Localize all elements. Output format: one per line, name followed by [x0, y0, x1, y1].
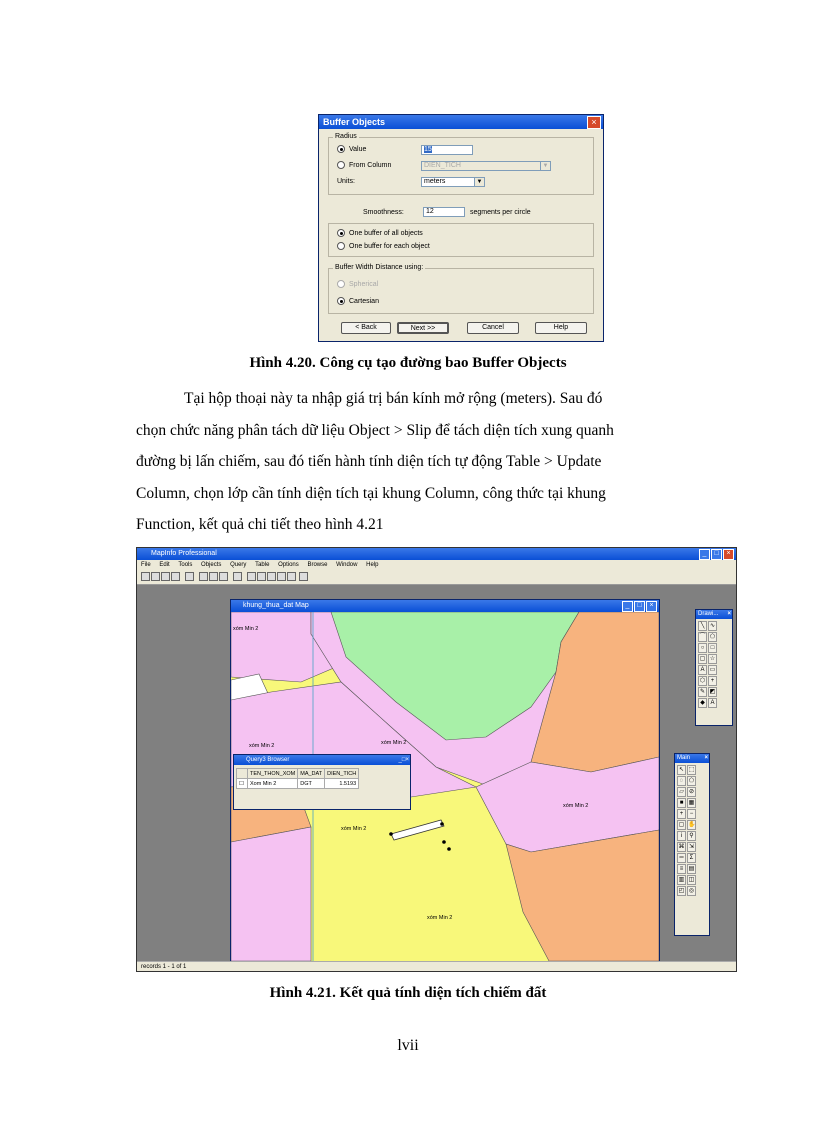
boundary-select-icon[interactable]: ▱ [677, 787, 686, 797]
column-header[interactable]: MA_DAT [298, 769, 325, 779]
cut-icon[interactable] [199, 572, 208, 581]
column-header[interactable]: TEN_THON_XOM [248, 769, 298, 779]
radio-selected-icon [337, 145, 345, 153]
print-icon[interactable] [185, 572, 194, 581]
menu-help[interactable]: Help [366, 562, 379, 568]
paragraph-line: chọn chức năng phân tách dữ liệu Object > Slip để tách diện tích xung quanh [136, 421, 614, 439]
legend-icon[interactable]: ▤ [688, 866, 695, 872]
open-icon[interactable] [151, 572, 160, 581]
layer-control-icon[interactable]: ≡ [677, 864, 686, 874]
maximize-icon[interactable]: □ [711, 549, 722, 560]
figure-caption-4-21: Hình 4.21. Kết quả tính diện tích chiếm đất [269, 985, 547, 1001]
open-workspace-icon[interactable] [161, 572, 170, 581]
chevron-down-icon: ▼ [540, 162, 550, 170]
units-label: Units: [337, 178, 355, 185]
table-cell: Xom Min 2 [248, 779, 298, 789]
radio-unselected-icon [337, 242, 345, 250]
close-icon[interactable]: × [704, 755, 708, 761]
ellipse-tool-icon[interactable]: ○ [698, 643, 707, 653]
radio-unselected-icon [337, 280, 345, 288]
query-browser-window [233, 754, 411, 810]
reshape-tool-icon[interactable]: ⬡ [699, 678, 706, 684]
smoothness-input[interactable]: 12 [423, 207, 465, 217]
browser-title: Query3 Browser [246, 757, 290, 763]
radius-select-icon[interactable]: ◌ [677, 776, 686, 786]
rectangle-tool-icon[interactable]: □ [708, 643, 717, 653]
table-row[interactable] [237, 779, 359, 789]
drawing-palette [695, 609, 733, 726]
zoom-out-icon[interactable]: − [687, 809, 696, 819]
info-tool-icon[interactable]: i [677, 831, 686, 841]
buffer-width-group-label: Buffer Width Distance using: [335, 264, 424, 271]
menu-tools[interactable]: Tools [178, 562, 193, 568]
selection-node [447, 847, 451, 851]
main-palette-title: Main [677, 755, 691, 761]
close-icon[interactable]: × [727, 611, 731, 617]
change-view-icon[interactable]: ▢ [678, 822, 685, 828]
help-button[interactable]: Help [535, 322, 587, 334]
menu-file[interactable]: File [141, 562, 151, 568]
status-bar: records 1 - 1 of 1 [137, 961, 736, 971]
text-tool-icon[interactable]: A [698, 665, 707, 675]
buffer-objects-dialog [318, 114, 604, 342]
buffer-width-group [328, 264, 594, 314]
dialog-title: Buffer Objects [319, 115, 603, 129]
cancel-button[interactable]: Cancel [467, 322, 519, 334]
clip-region-icon[interactable]: ◰ [678, 888, 685, 894]
smoothness-label: Smoothness: [363, 209, 404, 216]
radio-selected-icon [337, 297, 345, 305]
chevron-down-icon: ▼ [474, 178, 484, 186]
menu-query[interactable]: Query [230, 562, 247, 568]
line-style-icon[interactable]: ✎ [699, 689, 706, 695]
polyline-tool-icon[interactable]: ∿ [709, 623, 716, 629]
menu-browse[interactable]: Browse [307, 562, 328, 568]
menu-table[interactable]: Table [255, 562, 270, 568]
window-buttons [698, 549, 734, 560]
map-window-buttons [621, 601, 657, 612]
figure-caption-4-20: Hình 4.20. Công cụ tạo đường bao Buffer Objects [249, 355, 567, 371]
drag-map-icon[interactable]: ⇲ [688, 844, 695, 850]
map-label: xóm Min 2 [381, 740, 407, 746]
new-layout-icon[interactable] [277, 572, 286, 581]
menu-edit[interactable]: Edit [159, 562, 170, 568]
radio-selected-icon [337, 229, 345, 237]
from-column-select[interactable]: DIEN_TICH ▼ [421, 161, 551, 171]
new-grapher-icon[interactable] [267, 572, 276, 581]
new-browser-icon[interactable] [247, 572, 256, 581]
one-buffer-each-radio[interactable]: One buffer for each object [337, 242, 430, 250]
toolbar [137, 570, 736, 585]
line-tool-icon[interactable]: ╲ [698, 621, 707, 631]
label-tool-icon[interactable]: ⌘ [678, 844, 685, 850]
arc-tool-icon[interactable]: ⌒ [699, 634, 706, 640]
close-icon[interactable]: × [587, 116, 601, 129]
close-icon[interactable]: × [646, 601, 657, 612]
invert-select-icon[interactable]: ■ [677, 798, 686, 808]
polygon-tool-icon[interactable]: ⬠ [709, 634, 716, 640]
close-icon[interactable]: _□× [398, 757, 409, 763]
polygon-select-icon[interactable]: ⬠ [688, 778, 695, 784]
rounded-rect-tool-icon[interactable]: ▢ [699, 656, 706, 662]
close-icon[interactable]: × [723, 549, 734, 560]
selection-node [442, 840, 446, 844]
column-header[interactable]: DIEN_TICH [325, 769, 359, 779]
frame-tool-icon[interactable]: ▭ [709, 667, 716, 673]
add-node-icon[interactable]: + [708, 676, 717, 686]
value-input[interactable]: 15 [421, 145, 473, 155]
back-button[interactable]: < Back [341, 322, 391, 334]
radio-unselected-icon [337, 161, 345, 169]
unselect-icon[interactable]: ⊘ [688, 789, 695, 795]
marquee-select-icon[interactable]: ⬚ [688, 767, 695, 773]
mapinfo-screenshot [136, 547, 737, 972]
sum-icon[interactable]: Σ [687, 853, 696, 863]
paragraph-line: Column, chọn lớp cần tính diện tích tại khung Column, công thức tại khung [136, 484, 606, 502]
region-style-icon[interactable]: ◩ [709, 689, 716, 695]
redistrict-icon[interactable] [287, 572, 296, 581]
body-paragraph [136, 383, 738, 541]
statistics-icon[interactable]: ▥ [678, 877, 685, 883]
map-label: xóm Min 2 [563, 803, 589, 809]
one-buffer-all-radio[interactable]: One buffer of all objects [337, 229, 423, 237]
table-cell: 1.5193 [325, 779, 359, 789]
paste-icon[interactable] [219, 572, 228, 581]
table-cell: DGT [298, 779, 325, 789]
cartesian-radio[interactable]: Cartesian [337, 297, 379, 305]
help-icon[interactable] [299, 572, 308, 581]
text-style-icon[interactable]: A [708, 698, 717, 708]
paragraph-line: đường bị lấn chiếm, sau đó tiến hành tính diện tích tự động Table > Update [136, 453, 602, 470]
menu-options[interactable]: Options [278, 562, 299, 568]
map-window-title: khung_thua_dat Map [231, 600, 659, 612]
page-number: lvii [397, 1037, 419, 1054]
menu-window[interactable]: Window [336, 562, 358, 568]
undo-icon[interactable] [233, 572, 242, 581]
smoothness-suffix: segments per circle [470, 209, 531, 216]
radius-group-label: Radius [335, 133, 357, 140]
units-select[interactable]: meters ▼ [421, 177, 485, 187]
menu-bar [137, 560, 736, 570]
symbol-style-icon[interactable]: ◆ [698, 698, 707, 708]
symbol-tool-icon[interactable]: ☆ [709, 656, 716, 662]
selection-node [389, 832, 393, 836]
parcel-pink-left-bottom [231, 827, 311, 961]
from-column-radio[interactable]: From Column [337, 161, 391, 169]
new-mapper-icon[interactable] [257, 572, 266, 581]
map-label: xóm Min 2 [341, 826, 367, 832]
browser-table [236, 768, 359, 789]
map-label: xóm Min 2 [427, 915, 453, 921]
save-icon[interactable] [171, 572, 180, 581]
spherical-radio[interactable]: Spherical [337, 280, 378, 288]
maximize-icon[interactable]: □ [634, 601, 645, 612]
main-palette [674, 753, 710, 936]
new-icon[interactable] [141, 572, 150, 581]
selection-node [440, 822, 444, 826]
drawing-palette-title: Drawi... [698, 611, 719, 617]
paragraph-line: Function, kết quả chi tiết theo hình 4.21 [136, 516, 384, 533]
graph-select-icon[interactable]: ▦ [688, 800, 695, 806]
hotlink-icon[interactable]: ⚲ [687, 831, 696, 841]
cosmetic-icon[interactable]: ◫ [688, 877, 695, 883]
minimize-icon[interactable]: _ [622, 601, 633, 612]
next-button[interactable]: Next >> [397, 322, 449, 334]
minimize-icon[interactable]: _ [699, 549, 710, 560]
map-label: xóm Min 2 [233, 626, 259, 632]
set-target-icon[interactable]: ◎ [688, 888, 695, 894]
value-radio[interactable]: Value [337, 145, 366, 153]
copy-icon[interactable] [209, 572, 218, 581]
zoom-in-icon[interactable]: + [677, 809, 686, 819]
paragraph-line: Tại hộp thoại này ta nhập giá trị bán kính mở rộng (meters). Sau đó [184, 390, 603, 407]
map-label: xóm Min 2 [249, 743, 275, 749]
grabber-icon[interactable]: ✋ [688, 822, 696, 828]
select-tool-icon[interactable]: ↖ [678, 767, 685, 773]
row-checkbox[interactable]: ☐ [237, 779, 248, 789]
ruler-icon[interactable]: ═ [677, 853, 686, 863]
menu-objects[interactable]: Objects [201, 562, 222, 568]
app-title: MapInfo Professional [137, 548, 736, 560]
